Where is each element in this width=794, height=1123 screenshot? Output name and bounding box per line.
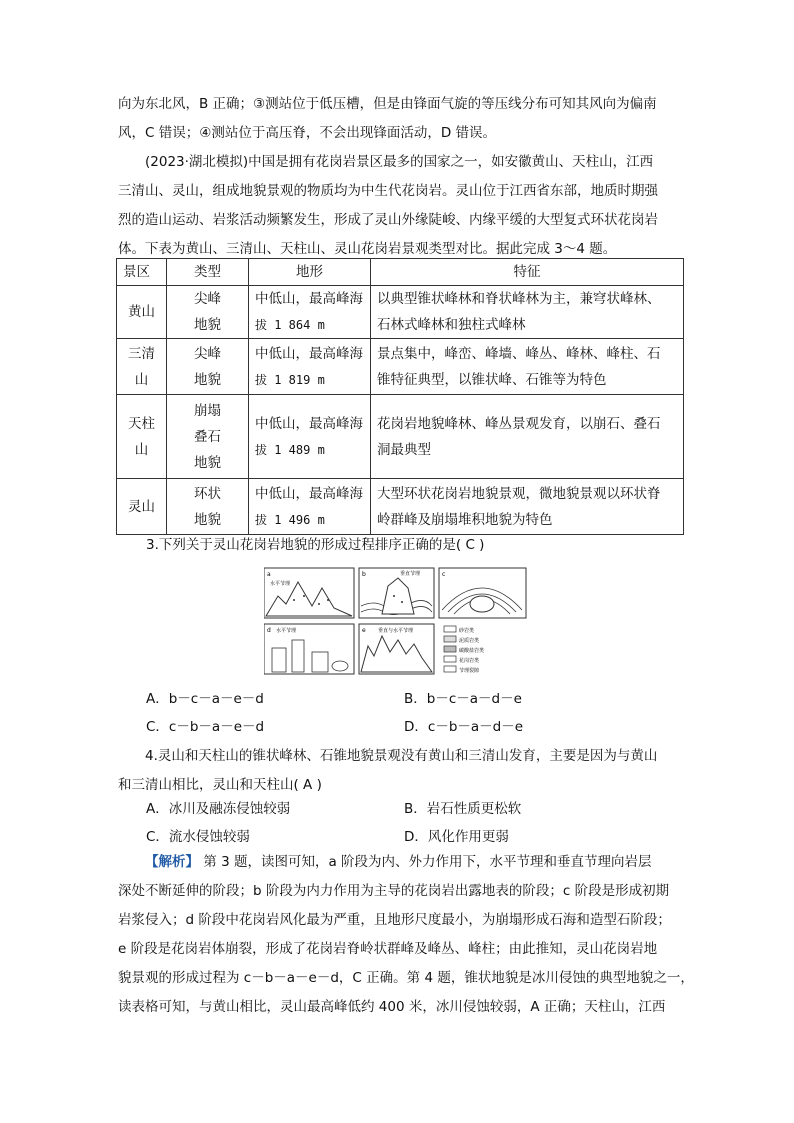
cell-type: 地貌	[194, 317, 221, 333]
text-line: 体。下表为黄山、三清山、天柱山、灵山花岗岩景观类型对比。据此完成 3～4 题。	[118, 241, 617, 257]
text-line: 烈的造山运动、岩浆活动频繁发生，形成了灵山外缘陡峻、内缘平缓的大型复式环状花岗岩	[118, 212, 658, 228]
analysis-paragraph	[118, 848, 694, 1022]
q4-option-a: A．冰川及融冻侵蚀较弱	[146, 801, 291, 817]
panel-c	[439, 568, 526, 618]
panel-b	[359, 568, 434, 618]
cell-type: 地貌	[194, 371, 221, 388]
cell-area: 山	[134, 371, 149, 388]
table-row	[117, 479, 684, 535]
panel-b-label: 垂直节理	[400, 571, 421, 577]
header-area: 景区	[117, 259, 167, 286]
panel-a-label: 水平节理	[270, 581, 291, 587]
question-3-stem: 3.下列关于灵山花岗岩地貌的形成过程排序正确的是( C )	[146, 537, 485, 553]
cell-feature: 岭群峰及崩塌堆积地貌为特色	[377, 511, 553, 528]
cell-area: 三清	[128, 345, 155, 362]
figure-svg	[264, 566, 528, 676]
cell-type: 地貌	[194, 511, 221, 528]
cell-type: 尖峰	[194, 345, 221, 362]
panel-d	[264, 624, 354, 674]
cell-terrain: 拔 1 864 m	[255, 318, 325, 332]
panel-c-letter: c	[442, 571, 446, 578]
cell-feature: 石林式峰林和独柱式峰林	[377, 317, 526, 333]
q4-option-b: B．岩石性质更松软	[404, 801, 522, 817]
cell-feature: 景点集中，峰峦、峰墙、峰丛、峰林、峰柱、石	[377, 345, 661, 362]
q3-option-b: B．b－c－a－d－e	[404, 691, 522, 707]
analysis-tag: 【解析】	[145, 854, 199, 870]
cell-area: 黄山	[128, 304, 155, 320]
text-line: (2023·湖北模拟)中国是拥有花岗岩景区最多的国家之一，如安徽黄山、天柱山，江西	[145, 154, 654, 170]
panel-e-label: 垂直与水平节理	[378, 628, 414, 634]
cell-feature: 以典型锥状峰林和脊状峰林为主，兼穹状峰林、	[377, 291, 661, 307]
text-line: 和三清山相比，灵山和天柱山( A )	[118, 777, 322, 793]
comparison-table	[116, 258, 684, 535]
text-line: 读表格可知，与黄山相比，灵山最高峰低约 400 米，冰川侵蚀较弱，A 正确；天柱山，江西	[118, 999, 666, 1015]
text-line: 三清山、灵山，组成地貌景观的物质均为中生代花岗岩。灵山位于江西省东部，地质时期强	[118, 183, 658, 199]
cell-feature: 洞最典型	[377, 441, 431, 458]
panel-a-letter: a	[267, 571, 271, 578]
q4-option-c: C．流水侵蚀较弱	[146, 829, 250, 845]
legend-item: 花岗岩类	[459, 658, 480, 664]
legend-item: 节理裂隙	[459, 668, 480, 674]
header-terrain: 地形	[249, 259, 371, 286]
text-line: 第 3 题，读图可知，a 阶段为内、外力作用下，水平节理和垂直节理向岩层	[203, 854, 652, 870]
table-row	[117, 395, 684, 479]
legend-item: 泥质岩类	[459, 638, 480, 644]
cell-area: 灵山	[128, 498, 155, 515]
text-line: 向为东北风，B 正确；③测站位于低压槽，但是由锋面气旋的等压线分布可知其风向为偏南	[118, 96, 657, 112]
q3-option-a: A．b－c－a－e－d	[146, 691, 264, 707]
q3-option-d: D．c－b－a－d－e	[404, 719, 524, 735]
cell-feature: 大型环状花岗岩地貌景观，微地貌景观以环状脊	[377, 485, 661, 502]
intro-paragraph	[118, 90, 678, 148]
text-line: 貌景观的形成过程为 c－b－a－e－d，C 正确。第 4 题，锥状地貌是冰川侵蚀的典型地貌之一，	[118, 970, 694, 986]
granite-formation-figure	[264, 566, 528, 676]
text-line: 4.灵山和天柱山的锥状峰林、石锥地貌景观没有黄山和三清山发育，主要是因为与黄山	[145, 748, 658, 764]
cell-feature: 花岗岩地貌峰林、峰丛景观发育，以崩石、叠石	[377, 415, 661, 432]
figure-legend	[444, 626, 484, 674]
panel-e	[359, 624, 434, 674]
panel-d-letter: d	[267, 627, 271, 634]
header-feature: 特征	[371, 259, 684, 286]
panel-e-letter: e	[362, 627, 366, 634]
cell-terrain: 中低山，最高峰海	[255, 291, 363, 307]
text-line: 岩浆侵入；d 阶段中花岗岩风化最为严重，且地形尺度最小，为崩塌形成石海和造型石阶段；	[118, 912, 671, 928]
cell-terrain: 拔 1 819 m	[255, 372, 325, 387]
cell-terrain: 中低山，最高峰海	[255, 485, 363, 502]
cell-area: 山	[134, 441, 149, 458]
cell-type: 崩塌	[194, 402, 221, 419]
cell-terrain: 中低山，最高峰海	[255, 415, 363, 432]
q4-option-d: D．风化作用更弱	[404, 829, 509, 845]
header-type: 类型	[167, 259, 249, 286]
text-line: 深处不断延伸的阶段；b 阶段为内力作用为主导的花岗岩出露地表的阶段；c 阶段是形成初期	[118, 883, 670, 899]
table-header-row	[117, 259, 684, 286]
cell-type: 尖峰	[194, 291, 221, 307]
legend-item: 砂岩类	[459, 628, 475, 634]
panel-b-letter: b	[362, 571, 366, 578]
text-line: 风，C 错误；④测站位于高压脊，不会出现锋面活动，D 错误。	[118, 125, 497, 141]
q3-option-c: C．c－b－a－e－d	[146, 719, 265, 735]
cell-type: 环状	[194, 485, 221, 502]
cell-area: 天柱	[128, 415, 155, 432]
cell-terrain: 中低山，最高峰海	[255, 345, 363, 362]
table-row	[117, 286, 684, 339]
question-4-stem	[118, 742, 678, 800]
cell-type: 叠石	[194, 428, 221, 445]
legend-item: 碳酸盐岩类	[459, 648, 485, 654]
panel-a	[264, 568, 354, 618]
cell-type: 地貌	[194, 454, 221, 471]
passage-paragraph	[118, 148, 678, 264]
cell-terrain: 拔 1 496 m	[255, 512, 325, 527]
text-line: e 阶段是花岗岩体崩裂，形成了花岗岩脊岭状群峰及峰丛、峰柱；由此推知，灵山花岗岩地	[118, 941, 658, 957]
cell-feature: 锥特征典型，以锥状峰、石锥等为特色	[377, 371, 607, 388]
cell-terrain: 拔 1 489 m	[255, 442, 325, 457]
panel-d-label: 水平节理	[276, 628, 297, 634]
table-row	[117, 339, 684, 395]
